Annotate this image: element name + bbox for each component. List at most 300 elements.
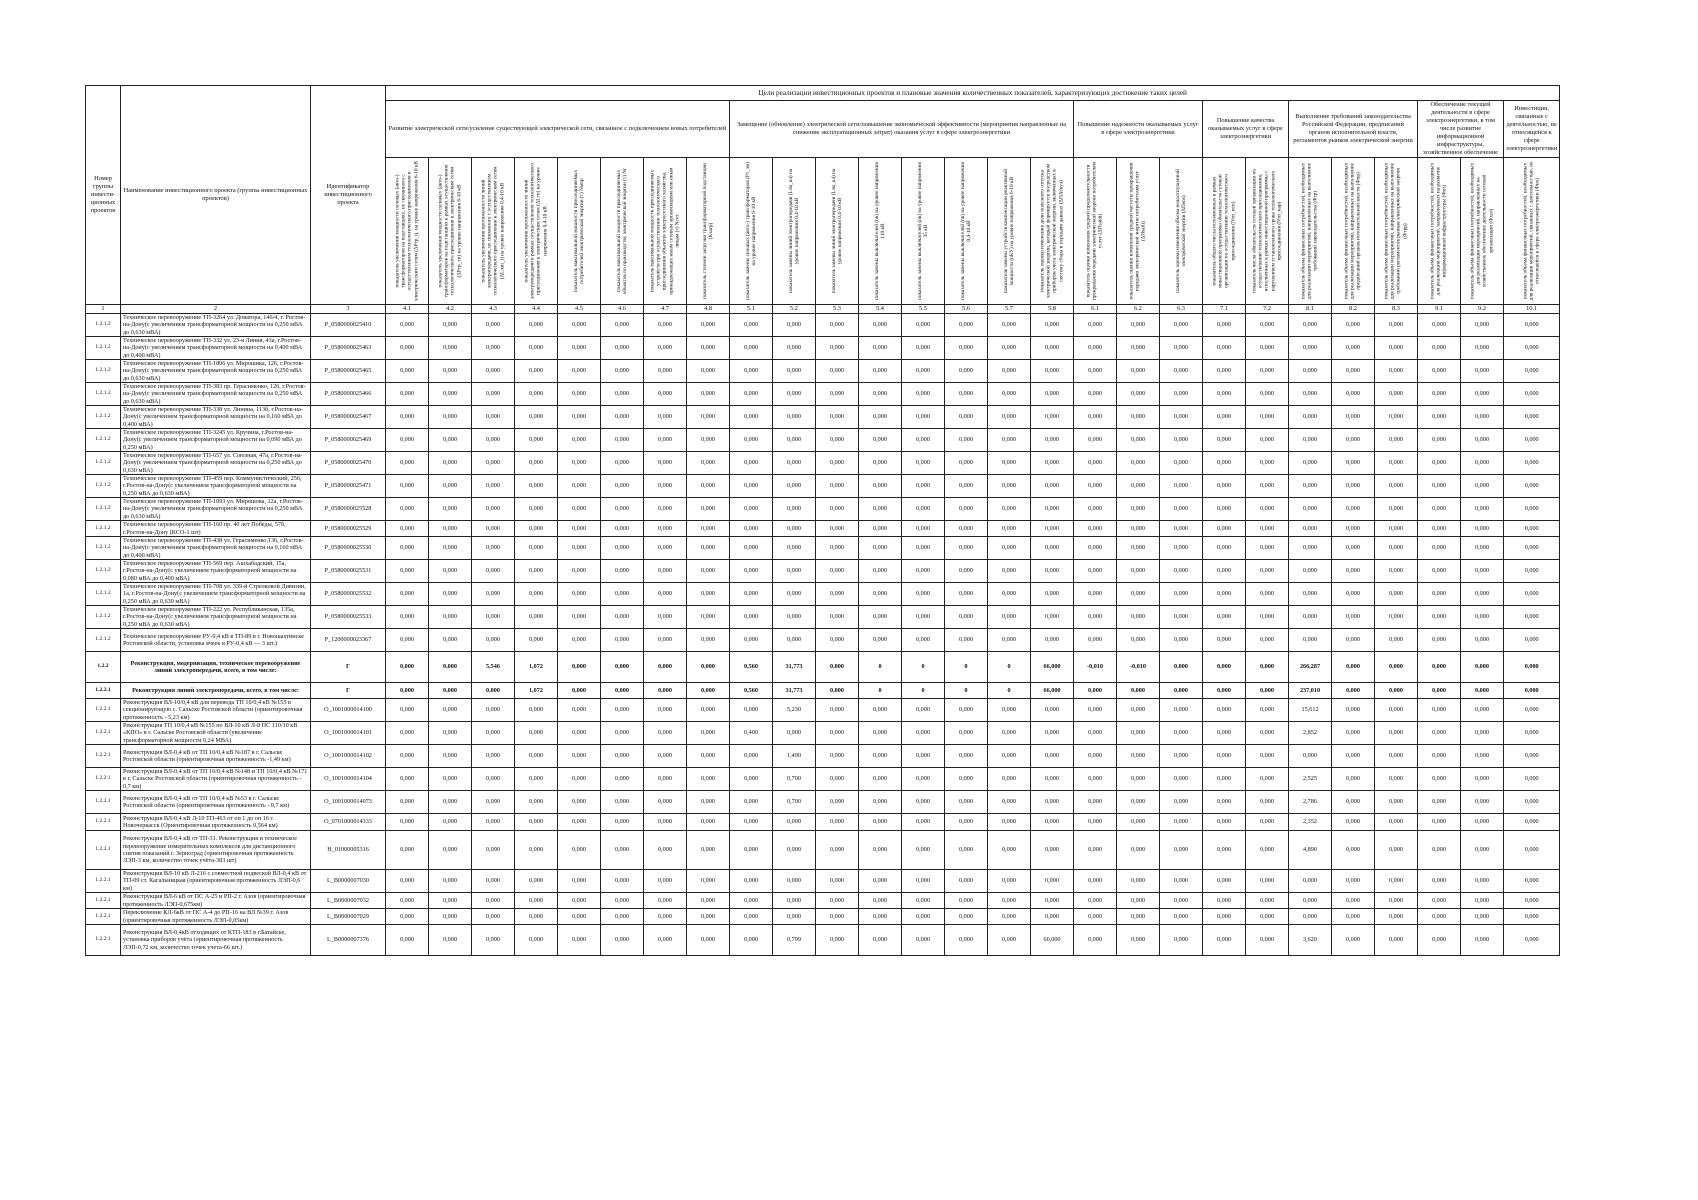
row-project-id: P_0580000025528 [311,498,386,521]
row-value: 0,000 [472,360,515,383]
row-value: 0,000 [1375,537,1418,560]
row-value: 0,000 [945,383,988,406]
row-project-name: Техническое перевооружение ТП-1806 ул. Мирошика, 126, г.Ростов-на-Дону(с увеличением трансформаторной мощности на 0,250 мВА до 0,630 мВА) [121,360,311,383]
header-indicator [1375,158,1418,305]
row-value: 0,000 [1504,629,1560,652]
row-value: 0,000 [1117,314,1160,337]
row-value: 0,000 [429,583,472,606]
row-value: 0,000 [902,314,945,337]
table-row [86,629,1560,652]
row-value: 0,000 [644,768,687,791]
row-value: 0,000 [988,583,1031,606]
row-value: 0,000 [1203,475,1246,498]
row-value: 0,000 [1332,791,1375,814]
row-value: 0,000 [386,722,429,745]
row-value: 0,000 [1074,791,1117,814]
row-value: 0,000 [687,314,730,337]
row-value: 0,000 [1418,652,1461,683]
row-value: 0,000 [902,498,945,521]
row-value: 0,000 [773,498,816,521]
row-value: 0,000 [1461,583,1504,606]
row-value: 0,000 [773,337,816,360]
row-value: 0,000 [1246,314,1289,337]
row-value: 0,000 [773,521,816,537]
row-value: 0,000 [1031,745,1074,768]
row-value: 0,000 [1074,722,1117,745]
row-group-number: 1.2.1.2 [86,314,121,337]
row-value: 0,000 [1117,537,1160,560]
row-value: 0,000 [644,629,687,652]
row-value: 0,000 [1246,699,1289,722]
row-value: 0,000 [515,337,558,360]
row-value: 0,000 [902,606,945,629]
row-value: 0,000 [1461,722,1504,745]
row-value: 0,000 [945,360,988,383]
table-row [86,314,1560,337]
row-value: 0,000 [859,360,902,383]
row-project-id: O_1001000014101 [311,722,386,745]
row-value: 0,000 [386,583,429,606]
row-value: 0,000 [1375,893,1418,909]
row-value: 0,000 [1418,722,1461,745]
row-group-number: 1.2.1.2 [86,629,121,652]
row-value: 0,000 [1461,652,1504,683]
row-value: 0,000 [1203,683,1246,699]
row-value: 0,000 [1203,498,1246,521]
row-value: 0,000 [1203,722,1246,745]
row-project-id: O_1001000014073 [311,791,386,814]
row-value: 0,000 [1418,537,1461,560]
row-value: 0,000 [902,452,945,475]
row-value: 0,000 [1418,583,1461,606]
row-value: 0,000 [816,629,859,652]
row-group-number: 1.2.2.1 [86,831,121,870]
row-value: 0,000 [1246,893,1289,909]
column-number: 8.3 [1375,305,1418,314]
row-value: 0,000 [1461,925,1504,956]
row-value: 0,000 [687,699,730,722]
row-value: 0,000 [558,652,601,683]
row-project-id: Г [311,652,386,683]
row-value: 0,000 [859,699,902,722]
row-value: 0,000 [945,722,988,745]
row-value: 0,000 [644,406,687,429]
row-value: 0,000 [386,831,429,870]
row-value: 0,000 [429,925,472,956]
row-value: 0,000 [1375,360,1418,383]
row-value: 0,000 [988,560,1031,583]
row-value: 5,546 [472,652,515,683]
row-value: 0,000 [472,791,515,814]
row-project-name: Реконструкция ВЛ-0,4 кВ от ТП 10/0,4 кВ №148 и ТП 10/0,4 кВ №171 в г. Сальске Ростовской области (ориентировочная протяженность - 0,7 км) [121,768,311,791]
row-project-name: Реконструкция, модернизация, техническое перевооружение линий электропередачи, всего, в том числе: [121,652,311,683]
row-value: 0,000 [988,537,1031,560]
row-project-name: Реконструкция ВЛ-10 кВ Л-216 с совместной подвеской ВЛ-0,4 кВ от ТП-09 ст. Кагальницкая (ориентировочная протяженность ЛЭП-0,6 км) [121,870,311,893]
row-value: 0,000 [1289,429,1332,452]
row-value: 0,000 [773,383,816,406]
row-value: 0,000 [816,383,859,406]
row-value: 0,000 [1418,629,1461,652]
row-value: 0,000 [1375,429,1418,452]
header-indicator-text: показатель замены устройств компенсации реактивной мощности (nКУ) на уровне напряжения 6-10 кВ [1002,168,1015,294]
row-project-name: Техническое перевооружение ТП-222 ул. Республиканская, 135а, г.Ростов-на-Дону(с увеличением трансформаторной мощности на 0,250 мВА до 0,630 мВА) [121,606,311,629]
row-value: 0,000 [1246,521,1289,537]
column-number: 5.1 [730,305,773,314]
row-value: 0,000 [1504,475,1560,498]
row-value: 0,000 [1074,429,1117,452]
row-value: 0,000 [601,498,644,521]
row-value: 0,000 [1203,699,1246,722]
row-value: 0,000 [1160,652,1203,683]
row-value: 5,230 [773,699,816,722]
row-value: 0,000 [386,791,429,814]
row-value: 0,000 [644,909,687,925]
row-value: 0,000 [1332,652,1375,683]
row-value: 0,000 [945,583,988,606]
header-indicator-text: показатель оценки изменения доли полезного отпуска электрической энергии, который формируется посредством приборов учета электрической энергии, включенных в систему сбора и передачи данных (ΔПАскуэ) [1039,163,1065,299]
column-number: 4.8 [687,305,730,314]
row-value: 0,000 [601,652,644,683]
row-value: 0,000 [988,791,1031,814]
row-value: 0,000 [730,831,773,870]
row-value: 0,000 [601,560,644,583]
row-value: 0,000 [429,337,472,360]
table-row [86,475,1560,498]
row-value: 0 [902,652,945,683]
row-value: 0,000 [1160,606,1203,629]
row-project-id: P_0580000025410 [311,314,386,337]
header-indicator [601,158,644,305]
row-value: 0,000 [687,360,730,383]
row-group-number: 1.2.2.1 [86,791,121,814]
row-value: 0,000 [1031,521,1074,537]
row-value: 0,000 [1074,925,1117,956]
row-value: 0,000 [945,498,988,521]
header-indicator [515,158,558,305]
row-value: 0,000 [1246,791,1289,814]
row-project-name: Реконструкция ВЛ-0,4 кВ от ТП-31. Реконструкция и техническое перевооружение измерительных комплексов для дистанционного снятия показаний г. Зерноград (ориентировочная протяженность ЛЭП-3 км, количество точек учёта-383 шт) [121,831,311,870]
row-value: 0,000 [644,893,687,909]
row-value: 0,000 [558,429,601,452]
row-value: 0,000 [730,429,773,452]
row-value: 0,000 [1203,537,1246,560]
row-value: 0,000 [429,791,472,814]
table-row [86,699,1560,722]
row-value: 0,000 [601,475,644,498]
row-value: 0,000 [1031,498,1074,521]
row-value: 0,000 [644,360,687,383]
row-value: 0 [945,652,988,683]
row-value: 0,000 [945,745,988,768]
row-value: 0,000 [687,629,730,652]
row-value: 0,000 [1332,814,1375,831]
row-value: 0,000 [1074,629,1117,652]
header-indicator [816,158,859,305]
row-project-name: Техническое перевооружение ТП-708 ул. 339-й Стрелковой Дивизии, 1а, г.Ростов-на-Дону(с увеличением трансформаторной мощности на 0,250 мВА до 0,630 мВА) [121,583,311,606]
row-value: 0,000 [816,699,859,722]
row-value: 0,000 [1375,629,1418,652]
row-value: 0,000 [601,909,644,925]
header-indicator [1332,158,1375,305]
row-value: 0,000 [816,768,859,791]
row-value: 0,000 [1031,909,1074,925]
row-value: 0,000 [1461,537,1504,560]
row-value: 0,000 [988,606,1031,629]
row-value: 0,000 [773,893,816,909]
row-value: 0,000 [730,337,773,360]
row-project-id: L_B0000007029 [311,909,386,925]
header-indicator [945,158,988,305]
row-group-number: 1.2.1.2 [86,383,121,406]
row-value: 0,000 [1418,870,1461,893]
row-value: 0,000 [1504,683,1560,699]
row-value: 0,000 [988,831,1031,870]
row-value: 0,000 [1375,406,1418,429]
row-value: 0,000 [1461,870,1504,893]
row-value: 0,000 [730,406,773,429]
row-value: 0,000 [644,452,687,475]
row-value: 0,000 [1418,429,1461,452]
row-value: 0,000 [1117,475,1160,498]
row-value: 0,799 [773,925,816,956]
row-value: 0,000 [429,383,472,406]
row-group-number: 1.2.2.1 [86,870,121,893]
row-value: 0,000 [515,745,558,768]
column-number: 5.4 [859,305,902,314]
row-value: 0,000 [1375,475,1418,498]
row-value: 0,000 [1375,814,1418,831]
row-value: 0,000 [1504,560,1560,583]
row-value: 0,700 [773,768,816,791]
row-value: 0 [859,683,902,699]
row-value: 0,000 [558,498,601,521]
row-value: 0,000 [1203,583,1246,606]
row-value: 0,000 [1074,360,1117,383]
row-value: 0,000 [1031,893,1074,909]
row-value: 0,000 [687,831,730,870]
row-value: 0,000 [730,560,773,583]
row-value: 0,000 [558,722,601,745]
column-number: 3 [311,305,386,314]
row-value: 0,000 [1031,583,1074,606]
row-value: 0,000 [1418,925,1461,956]
row-value: 0 [988,683,1031,699]
column-number: 4.2 [429,305,472,314]
row-project-id: P_0580000025466 [311,383,386,406]
row-value: 0,000 [816,722,859,745]
row-value: 0 [945,683,988,699]
header-indicator-text: показатель общего числа исполненных в рамках инвестиционной программы обязательств сетевой организации по осуществлению технологического присоединения (Nтп_исп) [1211,174,1237,288]
row-value: 0,000 [386,699,429,722]
row-value: 0,000 [902,429,945,452]
row-value: 0,000 [1160,909,1203,925]
row-value: 1,072 [515,683,558,699]
row-value: 0,000 [730,452,773,475]
table-row [86,814,1560,831]
row-value: 0,000 [644,521,687,537]
row-project-name: Переключение КЛ-6кВ от ПС А-4 до РП-16 на ВЛ №39 г. Азов (ориентировочная протяженность ЛЭП-0,05км) [121,909,311,925]
row-value: 0,000 [1289,629,1332,652]
row-value: 0,000 [773,583,816,606]
row-value: 0,000 [1375,831,1418,870]
row-value: 0,000 [687,925,730,956]
row-group-number: 1.2.1.2 [86,337,121,360]
table-row [86,521,1560,537]
row-value: 0,000 [1461,498,1504,521]
row-value: 0,000 [988,475,1031,498]
row-value: 0,000 [816,870,859,893]
table-row [86,745,1560,768]
row-value: 0,000 [472,337,515,360]
row-value: 0,000 [988,870,1031,893]
row-project-id: Г [311,683,386,699]
row-value: 0,000 [1074,337,1117,360]
row-value: 0,000 [730,360,773,383]
table-row [86,452,1560,475]
row-value: 0,000 [601,537,644,560]
row-value: 0,000 [730,814,773,831]
row-value: 0,000 [988,699,1031,722]
row-value: 0,000 [1074,560,1117,583]
row-value: 0,000 [601,606,644,629]
row-value: 0,000 [472,745,515,768]
row-group-number: 1.2.1.2 [86,475,121,498]
row-value: 0,000 [1289,909,1332,925]
header-indicator [644,158,687,305]
row-value: 0,000 [472,406,515,429]
row-value: 0,000 [558,560,601,583]
row-value: 0,000 [429,870,472,893]
row-value: 0,000 [1418,475,1461,498]
row-value: 0,000 [945,314,988,337]
row-value: 0,000 [515,629,558,652]
row-value: 0,000 [902,360,945,383]
row-value: 0,000 [1074,745,1117,768]
row-value: 0,000 [1461,475,1504,498]
column-number: 5.6 [945,305,988,314]
row-value: 0,000 [1074,893,1117,909]
row-value: 0,000 [1246,475,1289,498]
row-value: 0,000 [1246,870,1289,893]
row-value: 0,000 [902,722,945,745]
row-value: 0,000 [988,429,1031,452]
row-value: 0,000 [386,870,429,893]
header-indicator-text: показатель замены линий электропередачи (Lзм_кл) на уровне напряжения 0,4-10 кВ [830,168,843,294]
row-value: 0,000 [1375,606,1418,629]
row-value: 0,000 [1117,629,1160,652]
row-value: 0,000 [859,722,902,745]
row-value: 0,000 [472,314,515,337]
row-value: 0,000 [644,722,687,745]
row-value: 0,000 [988,745,1031,768]
row-value: 0,000 [1246,814,1289,831]
row-value: 0,000 [945,768,988,791]
row-value: 0,000 [773,814,816,831]
row-value: 0,000 [601,831,644,870]
column-number: 9.1 [1418,305,1461,314]
header-goal-group: Повышение качества оказываемых услуг в сфере электроэнергетики [1203,101,1289,158]
row-value: 0,000 [1031,606,1074,629]
header-indicator-text: показатель объема финансовых потребностей, необходимых для реализации мероприятий, направленных на выполнение требований законодательства (Фтр) [1300,162,1320,300]
row-value: 2,786 [1289,791,1332,814]
row-value: 0,000 [1289,537,1332,560]
row-value: 0,000 [429,452,472,475]
row-project-id: P_0580000025465 [311,360,386,383]
row-value: 0,000 [1203,429,1246,452]
row-project-name: Реконструкция ВЛ-10/0,4 кВ для перевода ТП 10/0,4 кВ №155 в секционирующую с. Сальске Ростовской области (ориентировочная протяженность - 5,23 км) [121,699,311,722]
table-row [86,360,1560,383]
row-value: 0,000 [472,537,515,560]
row-value: 0,000 [1246,406,1289,429]
row-value: 0,000 [945,429,988,452]
row-value: 0,000 [429,537,472,560]
row-value: 0,000 [515,814,558,831]
row-value: 0,000 [472,629,515,652]
header-indicator [1461,158,1504,305]
row-value: 0,000 [1418,406,1461,429]
row-value: 0,000 [515,791,558,814]
row-value: 0,000 [1504,831,1560,870]
header-goal-group: Инвестиции, связанные с деятельностью, не относящейся к сфере электроэнергетики [1504,101,1560,158]
row-value: 0,000 [1246,925,1289,956]
row-value: 0,000 [1418,893,1461,909]
row-value: 0,000 [1117,521,1160,537]
row-value: 0,000 [1375,699,1418,722]
row-group-number: 1.2.2 [86,652,121,683]
row-value: 0,000 [1289,452,1332,475]
header-goal-group: Развитие электрической сети/усиление существующей электрической сети, связанное с подключением новых потребителей [386,101,730,158]
row-value: 0,000 [558,452,601,475]
header-indicator [1289,158,1332,305]
row-value: 0,000 [902,791,945,814]
row-value: 237,010 [1289,683,1332,699]
row-value: 0,000 [1461,337,1504,360]
table-row [86,791,1560,814]
row-value: 0,000 [558,745,601,768]
table-row [86,909,1560,925]
row-value: 0,000 [386,652,429,683]
header-indicator-text: показатель замены выключателей (nв) на уровне напряжения 110 кВ [873,162,886,300]
row-value: 0,000 [1117,560,1160,583]
row-value: 0,000 [386,560,429,583]
row-value: 0,000 [816,791,859,814]
row-value: 0,000 [687,893,730,909]
row-value: 1,490 [773,745,816,768]
row-value: 0,000 [1504,360,1560,383]
row-value: 0,000 [859,893,902,909]
row-value: 0,000 [773,560,816,583]
row-value: 0,000 [1117,909,1160,925]
row-value: 0,000 [859,429,902,452]
row-value: 0,000 [773,831,816,870]
row-value: 0,000 [644,870,687,893]
row-value: 0,000 [1504,521,1560,537]
row-value: 0,000 [687,383,730,406]
header-indicator-text: показатель объема финансовых потребностей, необходимых для реализации мероприятий, направленных на выполнение требований регламентов рынков электрической энергии (Фтрр) [1383,162,1409,300]
row-value: 0,000 [601,360,644,383]
row-value: 0,000 [1289,893,1332,909]
row-value: 0,000 [1203,791,1246,814]
row-value: 0,000 [386,498,429,521]
row-value: 0,000 [687,683,730,699]
row-value: 0,000 [687,722,730,745]
row-value: 0,000 [859,498,902,521]
row-value: 0,000 [1117,722,1160,745]
header-indicator-text: показатель максимальной мощности присоединяемых объектов по производству электрической энергии (т) Nг [615,167,628,295]
row-value: 0,000 [945,537,988,560]
row-value: 0,000 [1117,699,1160,722]
row-value: 0,000 [730,583,773,606]
